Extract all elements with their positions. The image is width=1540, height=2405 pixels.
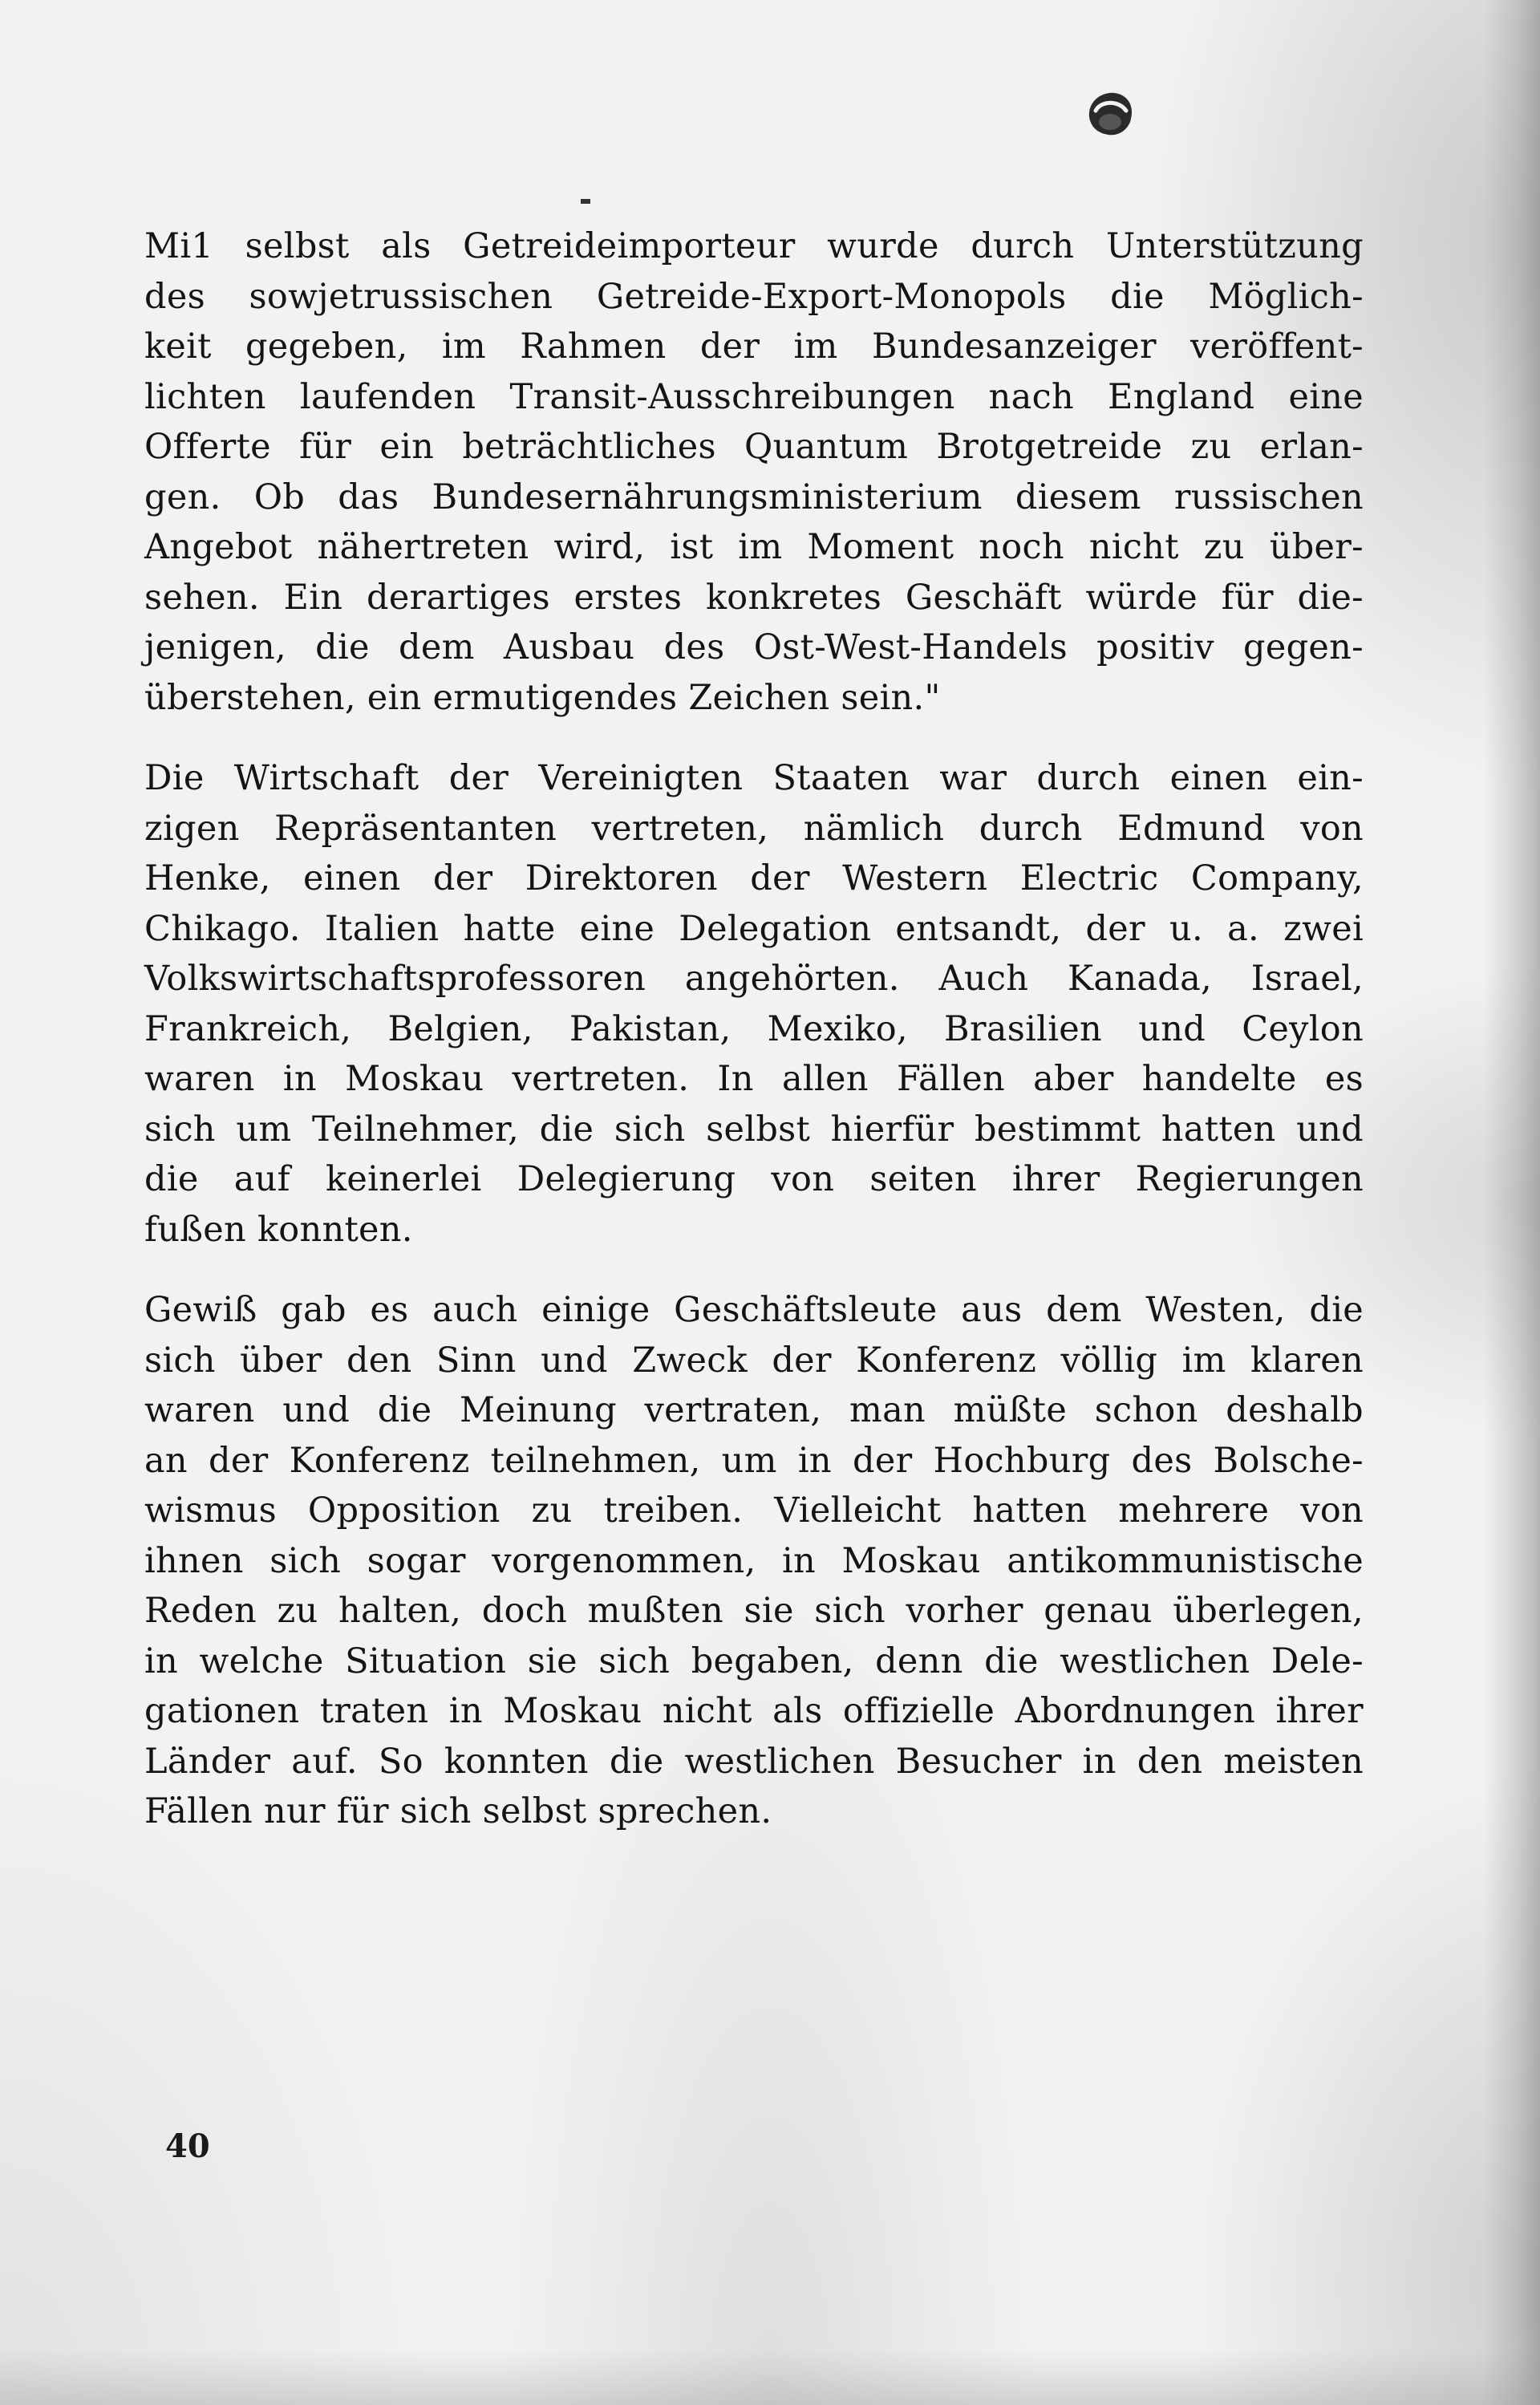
text-line: sich um Teilnehmer, die sich selbst hierfür bestimmt hatten und [144, 1109, 1364, 1150]
text-line: Henke, einen der Direktoren der Western Electric Company, [144, 858, 1364, 898]
text-line: Länder auf. So konnten die westlichen Besucher in den meisten [144, 1741, 1364, 1782]
text-line: zigen Repräsentanten vertreten, nämlich durch Edmund von [144, 808, 1364, 849]
text-line: Reden zu halten, doch mußten sie sich vorher genau überlegen, [144, 1591, 1364, 1631]
text-line: ihnen sich sogar vorgenommen, in Moskau antikommunistische [144, 1540, 1364, 1581]
text-line: Offerte für ein beträchtliches Quantum Brotgetreide zu erlan- [144, 427, 1364, 467]
text-line: an der Konferenz teilnehmen, um in der Hochburg des Bolsche- [144, 1440, 1364, 1481]
text-line: Frankreich, Belgien, Pakistan, Mexiko, Brasilien und Ceylon [144, 1008, 1364, 1049]
text-line: Fällen nur für sich selbst sprechen. [144, 1791, 772, 1831]
text-line: überstehen, ein ermutigendes Zeichen sein." [144, 677, 941, 718]
text-line: Gewiß gab es auch einige Geschäftsleute aus dem Westen, die [144, 1290, 1364, 1330]
page-edge-shadow-right [1484, 0, 1540, 2405]
paragraph-3 [144, 1285, 1364, 1837]
text-line: waren und die Meinung vertraten, man müßte schon deshalb [144, 1390, 1364, 1430]
text-line: Volkswirtschaftsprofessoren angehörten. Auch Kanada, Israel, [144, 959, 1364, 999]
text-line: in welche Situation sie sich begaben, denn die westlichen Dele- [144, 1641, 1364, 1681]
text-line: des sowjetrussischen Getreide-Export-Monopols die Möglich- [144, 276, 1364, 317]
paragraph-2 [144, 753, 1364, 1255]
text-line: Angebot nähertreten wird, ist im Moment noch nicht zu über- [144, 527, 1364, 567]
text-line: gen. Ob das Bundesernährungsministerium diesem russischen [144, 477, 1364, 517]
text-line: jenigen, die dem Ausbau des Ost-West-Handels positiv gegen- [144, 627, 1364, 667]
body-text [144, 221, 1364, 1868]
page-number: 40 [165, 2127, 210, 2165]
text-line: Mi1 selbst als Getreideimporteur wurde durch Unterstützung [144, 226, 1364, 266]
text-line: waren in Moskau vertreten. In allen Fällen aber handelte es [144, 1059, 1364, 1099]
ink-blot-mark [1083, 87, 1139, 144]
text-line: keit gegeben, im Rahmen der im Bundesanzeiger veröffent- [144, 326, 1364, 367]
paragraph-1 [144, 221, 1364, 723]
text-line: sehen. Ein derartiges erstes konkretes Geschäft würde für die- [144, 577, 1364, 618]
text-line: Die Wirtschaft der Vereinigten Staaten war durch einen ein- [144, 758, 1364, 798]
text-line: sich über den Sinn und Zweck der Konferenz völlig im klaren [144, 1340, 1364, 1381]
page-edge-shadow-bottom [0, 2349, 1540, 2405]
print-speck [581, 199, 590, 204]
text-line: die auf keinerlei Delegierung von seiten ihrer Regierungen [144, 1159, 1364, 1199]
text-line: fußen konnten. [144, 1209, 413, 1250]
text-line: lichten laufenden Transit-Ausschreibungen nach England eine [144, 376, 1364, 417]
text-line: Chikago. Italien hatte eine Delegation entsandt, der u. a. zwei [144, 908, 1364, 949]
text-line: gationen traten in Moskau nicht als offizielle Abordnungen ihrer [144, 1691, 1364, 1731]
text-line: wismus Opposition zu treiben. Vielleicht hatten mehrere von [144, 1490, 1364, 1531]
